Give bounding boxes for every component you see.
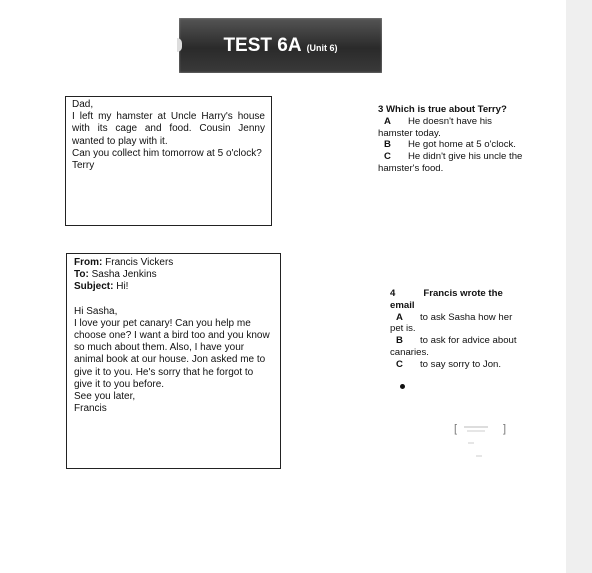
- question-3-option-a[interactable]: [378, 116, 528, 140]
- email-from-label: From:: [74, 257, 103, 268]
- option-text: He didn't give his uncle the hamster's food.: [378, 151, 523, 174]
- question-4-option-c[interactable]: [390, 359, 526, 371]
- question-4-option-b[interactable]: [390, 335, 526, 359]
- option-letter: B: [396, 335, 403, 347]
- test-title: TEST 6A: [223, 34, 302, 56]
- option-letter: C: [396, 358, 403, 370]
- question-4-text: Francis wrote the email: [390, 288, 503, 311]
- option-text: He got home at 5 o'clock.: [408, 139, 516, 151]
- email-to: [74, 269, 273, 281]
- email-subject-label: Subject:: [74, 281, 114, 293]
- email-greeting: Hi Sasha,: [74, 305, 118, 317]
- option-letter: A: [396, 311, 403, 323]
- option-text: to say sorry to Jon.: [420, 358, 502, 370]
- note-line-1: I left my hamster at Uncle Harry's house with its cage and food. Cousin Jenny wanted to play with it.: [72, 111, 265, 147]
- question-4-number: 4: [390, 288, 396, 299]
- note-line-2: Can you collect him tomorrow at 5 o'clock?: [72, 147, 262, 159]
- question-4-option-a[interactable]: [390, 312, 526, 336]
- right-sidebar-panel: [566, 0, 592, 573]
- email-body: I love your pet canary! Can you help me choose one? I want a bird too and you know so much about them. Also, I have your animal book at our house. Jon asked me to give it to you. He's sorry that he forgot to give it to you before.: [74, 317, 270, 390]
- option-text: to ask Sasha how her pet is.: [390, 311, 513, 335]
- bullet-dot: [400, 384, 405, 389]
- email-to-label: To:: [74, 269, 89, 281]
- email-from: [74, 257, 273, 269]
- email-box: [66, 253, 281, 469]
- banner-tab-mark: [177, 38, 182, 52]
- note-box: [65, 96, 272, 226]
- question-3-option-c[interactable]: [378, 151, 528, 175]
- option-letter: A: [384, 115, 391, 127]
- question-3-option-b[interactable]: [378, 139, 528, 151]
- svg-text:]: ]: [503, 423, 507, 435]
- email-to-value: Sasha Jenkins: [91, 269, 157, 281]
- question-3: [378, 104, 528, 175]
- unit-label: (Unit 6): [306, 42, 338, 53]
- note-signature: Terry: [72, 160, 95, 172]
- email-subject: [74, 281, 273, 293]
- note-greeting: Dad,: [72, 99, 94, 110]
- test-title-banner: [179, 18, 382, 73]
- question-4: [390, 288, 526, 371]
- email-closing: See you later,: [74, 391, 136, 403]
- svg-text:[: [: [454, 423, 458, 435]
- small-illegible-graphic: [454, 421, 510, 461]
- email-from-value: Francis Vickers: [105, 257, 174, 268]
- option-letter: C: [384, 151, 391, 163]
- option-text: He doesn't have his hamster today.: [378, 115, 492, 139]
- option-letter: B: [384, 139, 391, 151]
- option-text: to ask for advice about canaries.: [390, 335, 517, 358]
- question-3-heading: 3 Which is true about Terry?: [378, 104, 507, 115]
- email-subject-value: Hi!: [116, 281, 129, 293]
- email-signature: Francis: [74, 403, 107, 415]
- question-4-heading: [390, 288, 526, 312]
